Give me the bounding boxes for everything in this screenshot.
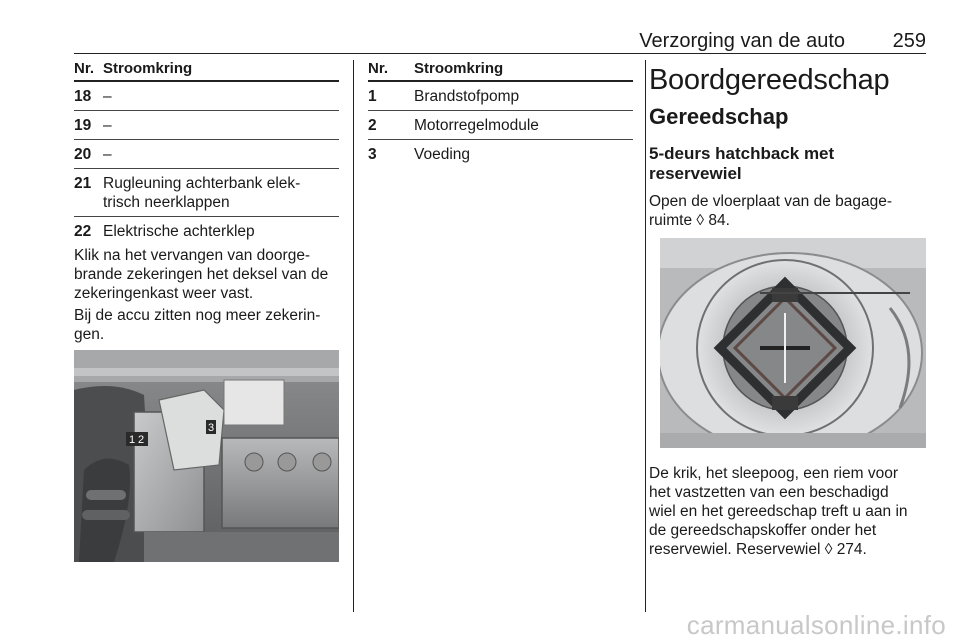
paragraph-tool-kit (649, 464, 934, 559)
column-divider-right (645, 60, 646, 612)
text-line: reservewiel. Reservewiel ◊ 274. (649, 541, 867, 558)
fuse-number: 19 (74, 117, 92, 134)
fuse-number: 18 (74, 88, 92, 105)
paragraph-open-floor (649, 192, 929, 230)
watermark-text: carmanualsonline.info (686, 610, 946, 640)
callout-1: 1 (129, 434, 136, 446)
table-row (368, 82, 633, 111)
fuse-circuit: – (103, 146, 112, 163)
table-row (74, 82, 339, 111)
column-header-nr: Nr. (74, 60, 95, 77)
fuse-circuit (103, 174, 339, 212)
header-rule (74, 53, 926, 54)
callout-3: 3 (208, 422, 215, 434)
column-header-circuit: Stroomkring (103, 60, 193, 77)
fuse-table-left (74, 60, 339, 245)
text-line: Open de vloerplaat van de bagage- (649, 193, 893, 210)
heading-line: 5-deurs hatchback met (649, 144, 835, 163)
text-line: ruimte ◊ 84. (649, 212, 730, 229)
text-line: Klik na het vervangen van doorge- (74, 247, 311, 264)
battery-fuse-illustration (74, 350, 339, 562)
paragraph-battery-fuses (74, 306, 344, 344)
column-header-nr: Nr. (368, 60, 389, 77)
subsubsection-heading (649, 144, 924, 184)
fuse-circuit: Brandstofpomp (414, 88, 520, 105)
fuse-number: 1 (368, 88, 377, 105)
fuse-circuit: – (103, 88, 112, 105)
text-line: brande zekeringen het deksel van de (74, 266, 329, 283)
spare-wheel-illustration (660, 238, 926, 448)
text-line: de gereedschapskoffer onder het (649, 522, 877, 539)
fuse-circuit: – (103, 117, 112, 134)
table-row (368, 140, 633, 168)
fuse-circuit: Motorregelmodule (414, 117, 539, 134)
text-line: De krik, het sleepoog, een riem voor (649, 465, 898, 482)
fuse-circuit-line: trisch neerklappen (103, 194, 230, 211)
text-line: wiel en het gereedschap treft u aan in (649, 503, 908, 520)
fuse-number: 22 (74, 223, 92, 240)
table-row (368, 111, 633, 140)
spare-wheel-tools-photo (660, 238, 926, 448)
page-number: 259 (892, 30, 926, 52)
fuse-number: 21 (74, 175, 92, 192)
fuse-number: 2 (368, 117, 377, 134)
text-line: gen. (74, 326, 105, 343)
fuse-circuit: Voeding (414, 146, 471, 163)
subsection-heading: Gereedschap (649, 104, 789, 129)
text-line: het vastzetten van een beschadigd (649, 484, 889, 501)
table-header (74, 60, 339, 82)
table-header (368, 60, 633, 82)
table-row (74, 111, 339, 140)
battery-fuse-photo (74, 350, 339, 562)
text-line: Bij de accu zitten nog meer zekerin- (74, 307, 321, 324)
table-row (74, 169, 339, 217)
fuse-number: 3 (368, 146, 377, 163)
heading-line: reservewiel (649, 164, 742, 183)
fuse-circuit-line: Rugleuning achterbank elek- (103, 175, 301, 192)
callout-2: 2 (138, 434, 145, 446)
table-row (74, 217, 339, 245)
fuse-table-middle (368, 60, 633, 168)
column-header-circuit: Stroomkring (414, 60, 504, 77)
section-heading: Boordgereedschap (649, 64, 890, 96)
fuse-number: 20 (74, 146, 92, 163)
text-line: zekeringenkast weer vast. (74, 285, 254, 302)
table-row (74, 140, 339, 169)
running-header-title: Verzorging van de auto (639, 30, 845, 52)
column-divider-left (353, 60, 354, 612)
paragraph-fuse-cover (74, 246, 344, 303)
fuse-circuit: Elektrische achterklep (103, 223, 255, 240)
